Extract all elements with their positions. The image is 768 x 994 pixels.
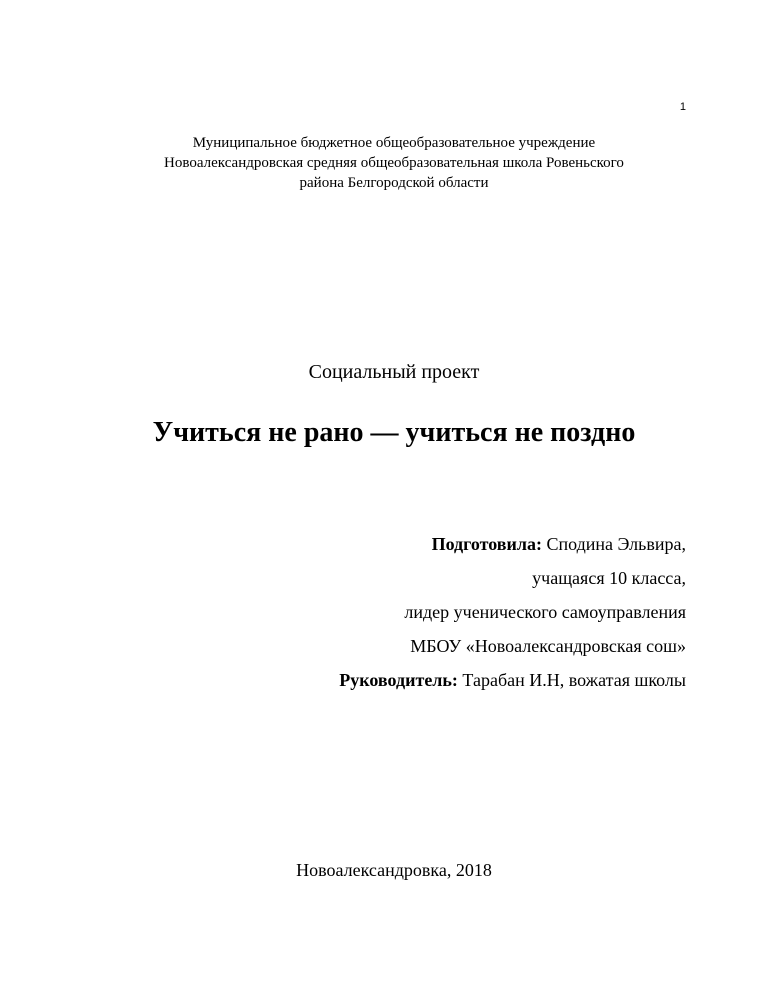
author-role-leader: лидер ученического самоуправления bbox=[404, 602, 686, 622]
prepared-by-name: Сподина Эльвира, bbox=[542, 534, 686, 554]
project-type: Социальный проект bbox=[308, 361, 480, 383]
supervisor-name: Тарабан И.Н, вожатая школы bbox=[457, 670, 686, 690]
institution-header bbox=[0, 133, 768, 193]
project-title: Учиться не рано — учиться не поздно bbox=[152, 417, 636, 448]
prepared-by-line bbox=[339, 527, 686, 561]
prepared-by-label: Подготовила: bbox=[431, 534, 542, 554]
supervisor-line bbox=[339, 663, 686, 697]
institution-line-1: Муниципальное бюджетное общеобразовательное учреждение bbox=[192, 135, 596, 151]
place-year: Новоалександровка, 2018 bbox=[296, 860, 492, 880]
institution-line-2: Новоалександровская средняя общеобразовательная школа Ровеньского bbox=[164, 155, 624, 171]
institution-line-3: района Белгородской области bbox=[299, 175, 489, 191]
supervisor-label: Руководитель: bbox=[339, 670, 458, 690]
page-number: 1 bbox=[679, 101, 686, 113]
author-school: МБОУ «Новоалександровская сош» bbox=[410, 636, 686, 656]
author-role-grade: учащаяся 10 класса, bbox=[532, 568, 686, 588]
authors-block bbox=[339, 527, 686, 697]
